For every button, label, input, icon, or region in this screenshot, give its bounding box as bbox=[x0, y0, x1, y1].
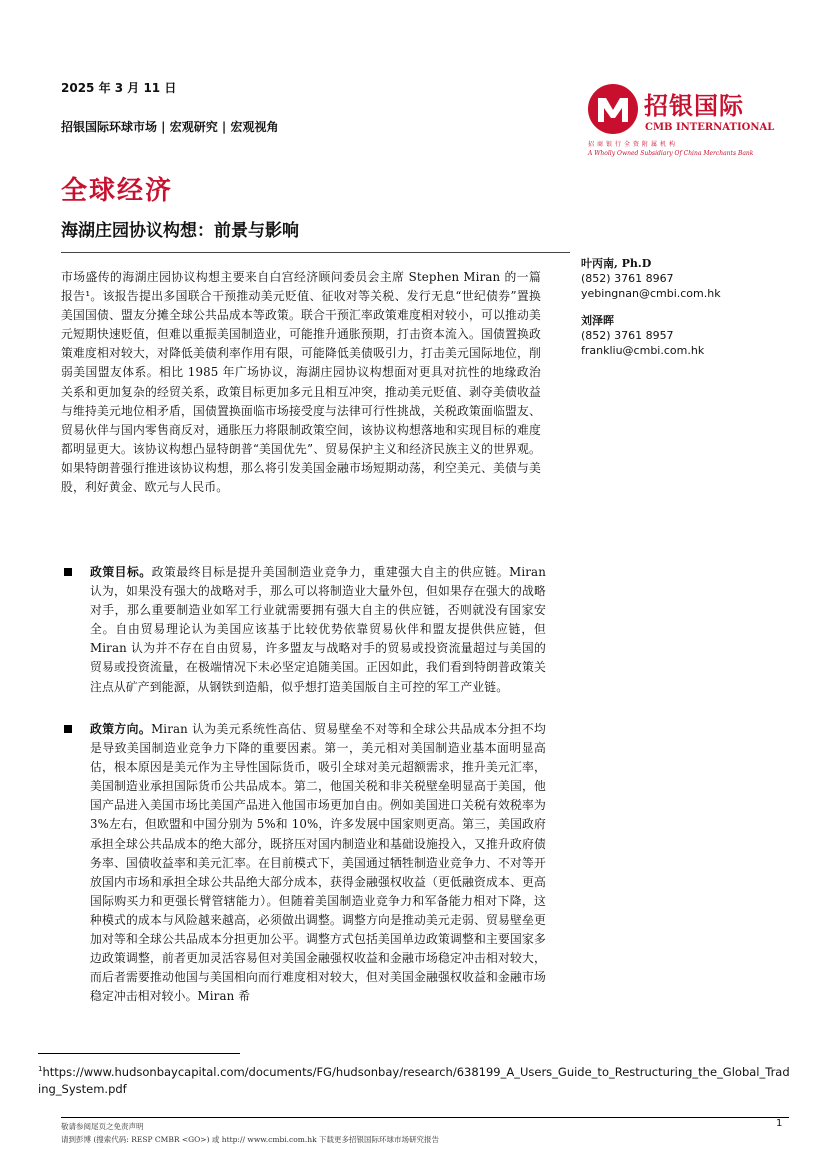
footer-divider bbox=[61, 1117, 789, 1118]
logo-name-en: CMB INTERNATIONAL bbox=[645, 122, 775, 133]
title-divider bbox=[61, 252, 570, 253]
author-phone: (852) 3761 8957 bbox=[581, 329, 674, 342]
intro-text: 市场盛传的海湖庄园协议构想主要来自白宫经济顾问委员会主席 Stephen Miran 的一篇报告¹。该报告提出多国联合干预推动美元贬值、征收对等关税、发行无息“世纪债券”置换美国国债、盟友分摊全球公共品成本等政策。联合干预汇率政策难度相对较小，可以推动美元短期快速贬值，但难以重振美国制造业，可能推升通胀预期，打击资本流入。国债置换政策难度相对较大，对降低美债利率作用有限，可能降低美债吸引力，打击美元国际地位，削弱美国盟友体系。相比 1985 年广场协议，海湖庄园协议构想面对更具对抗性的地缘政治关系和更加复杂的经贸关系，政策目标更加多元且相互冲突，推动美元贬值、剥夺美债收益与维持美元地位相矛盾，国债置换面临市场接受度与法律可行性挑战，关税政策面临盟友、贸易伙伴与国内零售商反对，通胀压力将限制政策空间，该协议构想落地和实现目标的难度都明显更大。该协议构想凸显特朗普“美国优先”、贸易保护主义和经济民族主义的世界观。如果特朗普强行推进该协议构想，那么将引发美国金融市场短期动荡，利空美元、美债与美股，利好黄金、欧元与人民币。 bbox=[61, 270, 541, 495]
section-title: 全球经济 bbox=[61, 176, 174, 206]
logo-tagline-cn: 招商银行全资附属机构 bbox=[588, 141, 679, 148]
footer-download-note: 请到彭博 (搜索代码: RESP CMBR <GO>) 或 http:// www.cmbi.com.hk 下载更多招银国际环球市场研究报告 bbox=[61, 1135, 440, 1144]
footnote-rule bbox=[38, 1053, 240, 1054]
footer-disclaimer: 敬请参阅尾页之免责声明 bbox=[61, 1122, 144, 1131]
footnote bbox=[38, 1061, 790, 1098]
intro-paragraph bbox=[61, 268, 541, 497]
bullet-text: 政策最终目标是提升美国制造业竞争力，重建强大自主的供应链。Miran 认为，如果没有强大的战略对手，那么可以将制造业大量外包，但如果存在强大的战略对手，那么重要制造业如军工行业就需要拥有强大自主的供应链，否则就没有国家安全。自由贸易理论认为美国应该基于比较优势依靠贸易伙伴和盟友提供供应链，但 Miran 认为并不存在自由贸易，许多盟友与战略对手的贸易或投资流量超过与美国的贸易或投资流量，在极端情况下未必坚定追随美国。正因如此，我们看到特朗普政策关注点从矿产到能源，从钢铁到造船，似乎想打造美国版自主可控的军工产业链。 bbox=[90, 565, 546, 694]
author-email[interactable]: frankliu@cmbi.com.hk bbox=[581, 344, 705, 357]
cmbi-logo bbox=[588, 84, 778, 164]
bullet-policy-goal bbox=[61, 563, 546, 697]
logo-mark-icon bbox=[588, 84, 638, 134]
author-block-2 bbox=[581, 313, 704, 358]
author-name: 叶丙南, Ph.D bbox=[581, 257, 652, 270]
breadcrumb: 招银国际环球市场 | 宏观研究 | 宏观视角 bbox=[61, 120, 279, 134]
footnote-marker: 1 bbox=[38, 1065, 43, 1073]
footnote-link[interactable]: https://www.hudsonbaycapital.com/documents/FG/hudsonbay/research/638199_A_Users_Guide_to_Restructuring_the_Global_Trading_System.pdf bbox=[38, 1064, 790, 1096]
author-phone: (852) 3761 8967 bbox=[581, 272, 674, 285]
author-email[interactable]: yebingnan@cmbi.com.hk bbox=[581, 287, 721, 300]
bullet-text: Miran 认为美元系统性高估、贸易壁垒不对等和全球公共品成本分担不均是导致美国制造业竞争力下降的重要因素。第一，美元相对美国制造业基本面明显高估，根本原因是美元作为主导性国际货币，吸引全球对美元超额需求，推升美元汇率，美国制造业承担国际货币公共品成本。第二，他国关税和非关税壁垒明显高于美国，他国产品进入美国市场比美国产品进入他国市场更加自由。例如美国进口关税有效税率为 3%左右，但欧盟和中国分别为 5%和 10%，许多发展中国家则更高。第三，美国政府承担全球公共品成本的绝大部分，既挤压对国内制造业和基础设施投入，又推升政府债务率、国债收益率和美元汇率。在目前模式下，美国通过牺牲制造业竞争力、不对等开放国内市场和承担全球公共品绝大部分成本，获得金融强权收益（更低融资成本、更高国际购买力和更强长臂管辖能力）。但随着美国制造业竞争力和军备能力相对下降，这种模式的成本与风险越来越高，必须做出调整。调整方向是推动美元走弱、贸易壁垒更加对等和全球公共品成本分担更加公平。调整方式包括美国单边政策调整和主要国家多边政策调整，前者更加灵活容易但对美国金融强权收益和金融市场稳定冲击相对较大，而后者需要推动他国与美国相向而行难度相对较大，但对美国金融强权收益和金融市场稳定冲击相对较小。Miran 希 bbox=[90, 722, 546, 1004]
bullet-label: 政策目标。 bbox=[90, 565, 152, 579]
author-block-1 bbox=[581, 256, 721, 301]
logo-name-cn: 招银国际 bbox=[644, 92, 744, 120]
bullet-square-icon bbox=[64, 725, 72, 733]
bullet-label: 政策方向。 bbox=[90, 722, 152, 736]
author-name: 刘泽晖 bbox=[581, 314, 614, 327]
page-number: 1 bbox=[776, 1118, 783, 1129]
bullet-policy-direction bbox=[61, 720, 546, 1006]
bullet-square-icon bbox=[64, 568, 72, 576]
logo-tagline-en: A Wholly Owned Subsidiary Of China Merchants Bank bbox=[588, 150, 754, 157]
report-headline: 海湖庄园协议构想：前景与影响 bbox=[61, 221, 299, 241]
report-date: 2025 年 3 月 11 日 bbox=[61, 81, 177, 95]
